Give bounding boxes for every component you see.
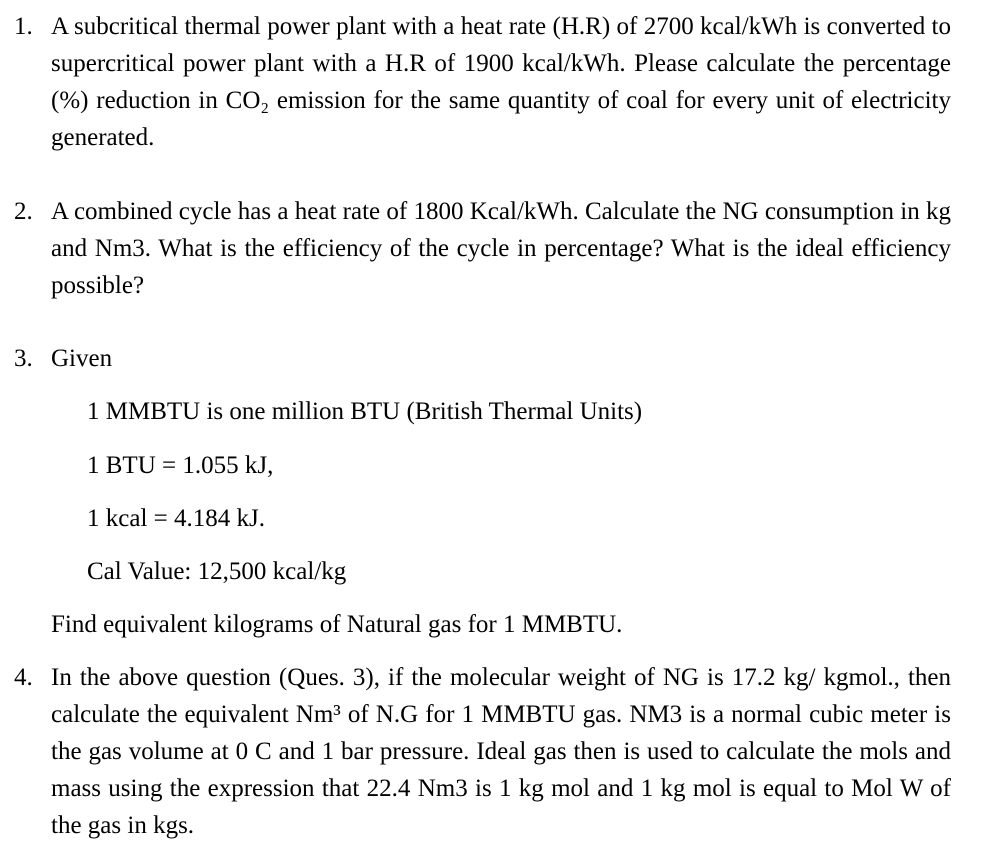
question-1-text: A subcritical thermal power plant with a heat rate (H.R) of 2700 kcal/kWh is converted to supercritical power plant with a H.R of 1900 kcal/kWh. Please calculate the percentage (%) reduction in CO₂ emission for the same quantity of coal for every unit of electricity generated.	[51, 13, 951, 151]
question-2-number: 2.	[14, 198, 33, 225]
given-line-2: 1 BTU = 1.055 kJ,	[87, 452, 274, 479]
question-4-number: 4.	[14, 664, 33, 691]
given-line-4: Cal Value: 12,500 kcal/kg	[87, 558, 347, 585]
given-line-3: 1 kcal = 4.184 kJ.	[87, 505, 265, 532]
question-2-text: A combined cycle has a heat rate of 1800 Kcal/kWh. Calculate the NG consumption in kg and Nm3. What is the efficiency of the cycle in percentage? What is the ideal efficiency possible?	[51, 198, 951, 299]
question-3-ask: Find equivalent kilograms of Natural gas for 1 MMBTU.	[51, 611, 623, 638]
question-4-text: In the above question (Ques. 3), if the molecular weight of NG is 17.2 kg/ kgmol., then calculate the equivalent Nm³ of N.G for 1 MMBTU gas. NM3 is a normal cubic meter is the gas volume at 0 C and 1 bar pressure. Ideal gas then is used to calculate the mols and mass using the expression that 22.4 Nm3 is 1 kg mol and 1 kg mol is equal to Mol W of the gas in kgs.	[51, 664, 951, 839]
question-1-number: 1.	[14, 13, 33, 40]
question-3-intro: Given	[51, 345, 113, 372]
question-3-number: 3.	[14, 345, 33, 372]
given-line-1: 1 MMBTU is one million BTU (British Thermal Units)	[87, 398, 643, 425]
